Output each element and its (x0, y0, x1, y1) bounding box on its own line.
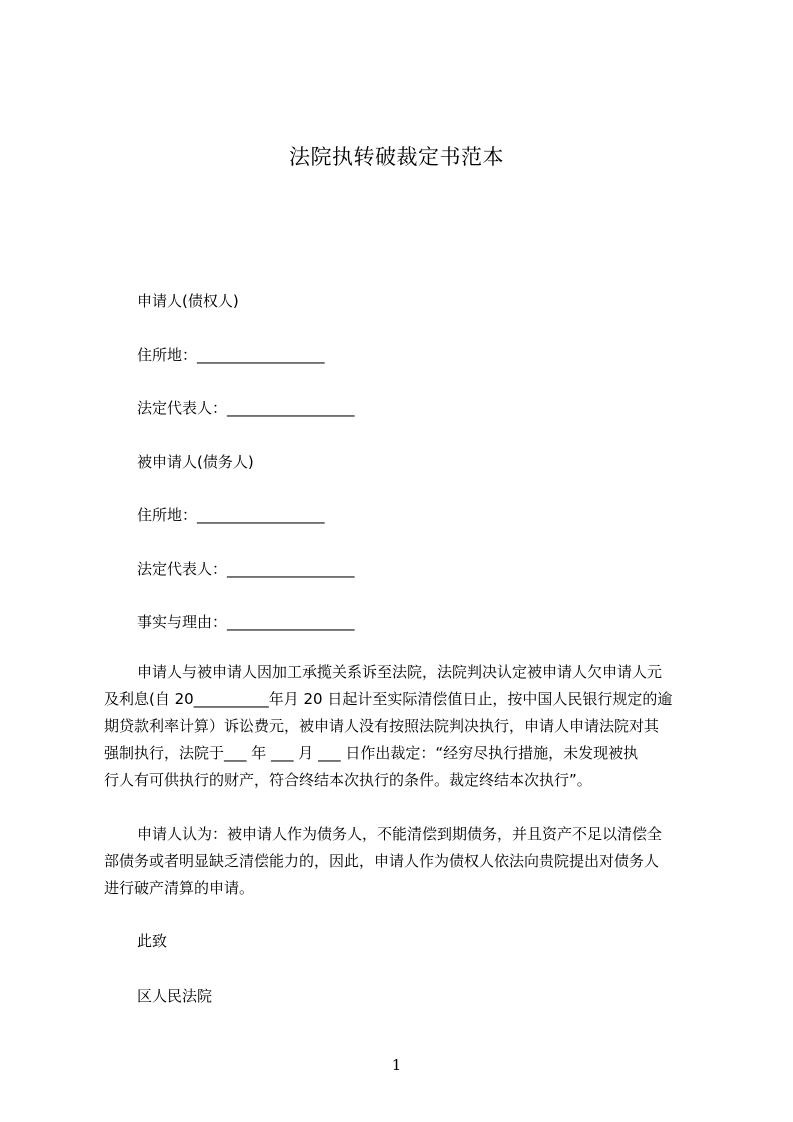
paragraph-line: 及利息(自 20__________年月 20 日起计至实际清偿值日止，按中国人民银行规定的逾 (104, 690, 673, 708)
paragraph-line: 强制执行，法院于___ 年 ___ 月 ___ 日作出裁定：“经穷尽执行措施，未发现被执 (104, 744, 639, 762)
respondent-heading: 被申请人(债务人) (137, 453, 254, 471)
paragraph-line: 部债务或者明显缺乏清偿能力的，因此，申请人作为债权人依法向贵院提出对债务人 (104, 852, 660, 870)
paragraph-line: 进行破产清算的申请。 (104, 879, 255, 897)
applicant-heading: 申请人(债权人) (137, 292, 239, 310)
page-number: 1 (391, 1056, 402, 1074)
facts-and-reasons-field: 事实与理由：_________________ (137, 613, 355, 631)
facts-paragraph (104, 659, 700, 794)
request-paragraph (104, 821, 700, 902)
paragraph-line: 行人有可供执行的财产，符合终结本次执行的条件。裁定终结本次执行”。 (104, 771, 592, 789)
applicant-address-field: 住所地：_________________ (137, 346, 325, 364)
court-name: 区人民法院 (137, 987, 213, 1005)
paragraph-line: 期贷款利率计算）诉讼费元，被申请人没有按照法院判决执行，申请人申请法院对其 (104, 717, 660, 735)
document-title: 法院执转破裁定书范本 (289, 145, 504, 169)
respondent-representative-field: 法定代表人：_________________ (137, 560, 355, 578)
paragraph-line: 申请人与被申请人因加工承揽关系诉至法院，法院判决认定被申请人欠申请人元 (137, 663, 663, 681)
paragraph-line: 申请人认为：被申请人作为债务人，不能清偿到期债务，并且资产不足以清偿全 (137, 825, 663, 843)
respondent-address-field: 住所地：_________________ (137, 506, 325, 524)
applicant-representative-field: 法定代表人：_________________ (137, 399, 355, 417)
closing-salutation: 此致 (137, 932, 168, 950)
